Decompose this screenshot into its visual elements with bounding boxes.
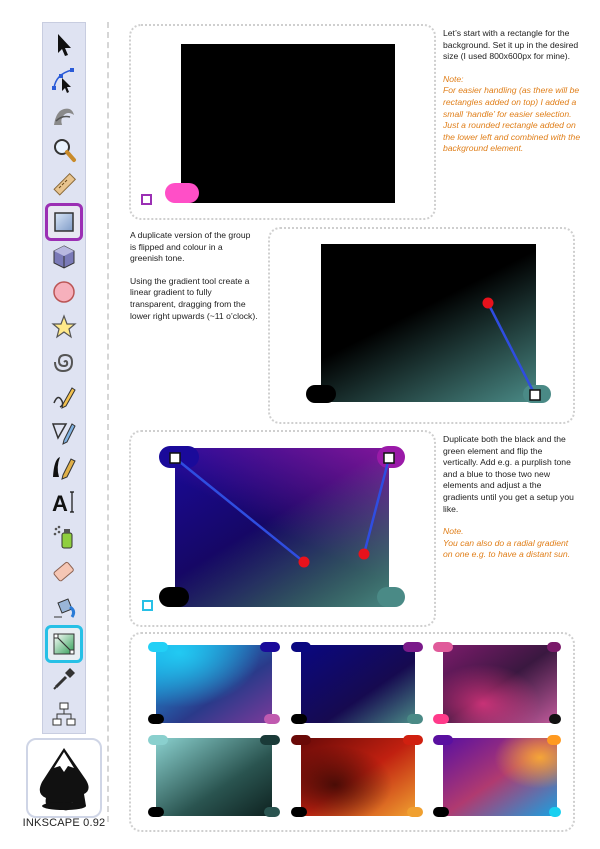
step1-illustration (129, 24, 432, 216)
step3-illustration (129, 430, 432, 623)
eraser-tool-icon[interactable] (46, 554, 82, 590)
svg-text:A: A (52, 491, 68, 516)
measure-tool-icon[interactable] (46, 167, 82, 203)
tool-palette (42, 22, 86, 734)
step1-intro: Let’s start with a rectangle for the background. Set it up in the desired size (I used 800x600px for mine). (443, 28, 579, 62)
star-tool-icon[interactable] (46, 309, 82, 345)
step2-para1: A duplicate version of the group is flipped and colour in a greenish tone. (130, 230, 251, 264)
node-tool-icon[interactable] (46, 62, 82, 98)
step2-illustration (268, 227, 571, 420)
step1-note-body: For easier handling (as there will be rectangles added on top) I added a small ‘handle’ for easier selection. Just a rounded rectangle added on the lower left and combined with the background element. (443, 85, 581, 154)
inkscape-logo (26, 738, 102, 818)
selector-tool-icon[interactable] (46, 27, 82, 63)
step3-text (443, 434, 578, 561)
step3-note-body: You can also do a radial gradient on one e.g. to have a distant sun. (443, 537, 571, 560)
tweak-tool-icon[interactable] (46, 97, 82, 133)
dropper-tool-icon[interactable] (46, 661, 82, 697)
version-label: INKSCAPE 0.92 (22, 817, 106, 829)
paint-bucket-tool-icon[interactable] (46, 589, 82, 625)
step3-intro: Duplicate both the black and the green element and flip the vertically. Add e.g. a purplish tone and a blue to those two new elements and adjust a the gradients until you get a setup you like. (443, 434, 574, 514)
zoom-tool-icon[interactable] (46, 132, 82, 168)
step1-note-title: Note: (443, 73, 464, 84)
calligraphy-tool-icon[interactable] (46, 449, 82, 485)
spray-tool-icon[interactable] (46, 519, 82, 555)
spiral-tool-icon[interactable] (46, 344, 82, 380)
gradient-tool-icon[interactable] (46, 626, 82, 662)
step2-para2: Using the gradient tool create a linear gradient to fully transparent, dragging from the lower right upwards (~11 o’clock). (130, 275, 258, 321)
step3-note-title: Note. (443, 526, 464, 537)
pen-tool-icon[interactable] (46, 414, 82, 450)
variations-illustration (129, 632, 571, 828)
text-tool-icon[interactable] (46, 484, 82, 520)
connector-tool-icon[interactable] (46, 696, 82, 732)
column-divider (107, 22, 109, 822)
circle-tool-icon[interactable] (46, 274, 82, 310)
pencil-tool-icon[interactable] (46, 379, 82, 415)
step1-text (443, 28, 583, 155)
step2-text (130, 230, 258, 333)
3d-box-tool-icon[interactable] (46, 239, 82, 275)
rectangle-tool-icon[interactable] (46, 204, 82, 240)
